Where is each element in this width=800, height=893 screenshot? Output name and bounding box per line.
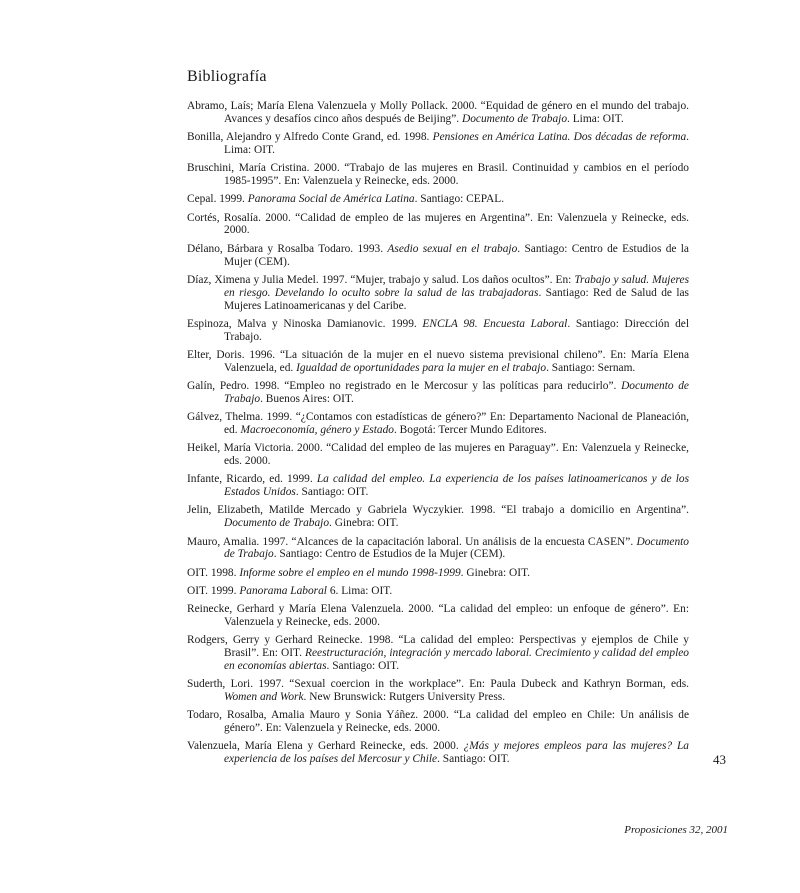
entry-text: . Santiago: Sernam. [546, 361, 636, 374]
entry-title-italic: Panorama Social de América Latina [247, 193, 415, 206]
journal-footer: Proposiciones 32, 2001 [624, 824, 728, 836]
entry-text: Todaro, Rosalba, Amalia Mauro y Sonia Yáñez. 2000. “La calidad del empleo en Chile: Un análisis de género”. En: Valenzuela y Reinecke, eds. 2000. [187, 709, 689, 735]
entry-title-italic: ¿Más y mejores empleos para las mujeres? La experiencia de los países del Mercosur y Chile [224, 740, 689, 766]
entry-title-italic: Documento de Trabajo [461, 112, 568, 125]
entry-text: 6. Lima: OIT. [326, 584, 393, 597]
entry-text: . Buenos Aires: OIT. [260, 392, 354, 405]
bibliography-entry [187, 678, 689, 704]
entry-text: Infante, Ricardo, ed. 1999. [187, 473, 317, 486]
entry-title-italic: Reestructuración, integración y mercado laboral. Crecimiento y calidad del empleo en economías abiertas [224, 647, 689, 672]
entry-title-italic: Asedio sexual en el trabajo [387, 242, 518, 255]
entry-text: Cortés, Rosalía. 2000. “Calidad de empleo de las mujeres en Argentina”. En: Valenzuela y Reinecke, eds. 2000. [187, 211, 689, 237]
entry-title-italic: La calidad del empleo. La experiencia de los países latinoamericanos y de los Estados Unidos [224, 473, 690, 499]
entry-text: Bonilla, Alejandro y Alfredo Conte Grand, ed. 1998. [187, 131, 433, 144]
section-heading: Bibliografía [187, 68, 267, 85]
entry-text: . Santiago: OIT. [437, 753, 510, 766]
entry-text: . Santiago: Dirección del Trabajo. [224, 317, 689, 343]
entry-text: Gálvez, Thelma. 1999. “¿Contamos con estadísticas de género?” En: Departamento Nacional de Planeación, ed. [187, 411, 689, 436]
bibliography-entry [187, 585, 689, 598]
entry-text: . Bogotá: Tercer Mundo Editores. [393, 424, 547, 436]
bibliography-entry [187, 603, 689, 629]
bibliography-list [187, 100, 689, 772]
entry-title-italic: Informe sobre el empleo en el mundo 1998-1999 [239, 566, 461, 579]
entry-text: Cepal. 1999. [187, 193, 248, 206]
entry-text: . Santiago: OIT. [295, 486, 369, 499]
entry-text: . Ginebra: OIT. [329, 517, 399, 530]
entry-text: . Santiago: OIT. [326, 659, 400, 672]
entry-text: OIT. 1999. [187, 584, 240, 597]
entry-text: . Santiago: Red de Salud de las Mujeres Latinoamericanas y del Caribe. [224, 286, 689, 312]
bibliography-entry [187, 212, 689, 238]
entry-text: Galín, Pedro. 1998. “Empleo no registrado en le Mercosur y las políticas para reducirlo”. [187, 379, 622, 392]
entry-text: Mauro, Amalia. 1997. “Alcances de la capacitación laboral. Un análisis de la encuesta CASEN”. [187, 535, 637, 548]
bibliography-entry [187, 162, 689, 188]
entry-text: Délano, Bárbara y Rosalba Todaro. 1993. [187, 242, 388, 255]
entry-text: . Santiago: CEPAL. [414, 193, 505, 206]
bibliography-entry [187, 536, 689, 562]
bibliography-entry [187, 193, 689, 206]
entry-text: . New Brunswick: Rutgers University Press. [303, 691, 506, 704]
entry-text: Elter, Doris. 1996. “La situación de la mujer en el nuevo sistema previsional chileno”. En: María Elena Valenzuela, ed. [187, 348, 689, 374]
page-number: 43 [713, 752, 726, 767]
bibliography-entry [187, 740, 689, 766]
bibliography-entry [187, 318, 689, 344]
entry-title-italic: Documento de Trabajo [224, 517, 330, 530]
entry-text: Heikel, María Victoria. 2000. “Calidad del empleo de las mujeres en Paraguay”. En: Valenzuela y Reinecke, eds. 2000. [187, 442, 689, 468]
entry-title-italic: Trabajo y salud. Mujeres en riesgo. Develando lo oculto sobre la salud de las trabajadoras [224, 273, 689, 299]
entry-title-italic: Pensiones en América Latina. Dos décadas de reforma [432, 131, 687, 144]
bibliography-entry [187, 243, 689, 269]
entry-title-italic: Macroeconomía, género y Estado [240, 424, 394, 436]
bibliography-entry [187, 442, 689, 468]
entry-title-italic: Panorama Laboral [239, 584, 327, 597]
bibliography-entry [187, 411, 689, 437]
entry-title-italic: Documento de Trabajo [224, 379, 689, 405]
entry-text: . Ginebra: OIT. [460, 566, 531, 579]
entry-text: Bruschini, María Cristina. 2000. “Trabajo de las mujeres en Brasil. Continuidad y cambios en el período 1985-1995”. En: Valenzuela y Reinecke, eds. 2000. [187, 162, 689, 188]
entry-text: Rodgers, Gerry y Gerhard Reinecke. 1998. “La calidad del empleo: Perspectivas y ejemplos de Chile y Brasil”. En: OIT. [187, 634, 689, 660]
entry-title-italic: Igualdad de oportunidades para la mujer en el trabajo [296, 361, 547, 374]
bibliography-entry [187, 473, 689, 499]
entry-text: . Santiago: Centro de Estudios de la Mujer (CEM). [224, 242, 689, 268]
bibliography-entry [187, 634, 689, 673]
entry-text: Suderth, Lori. 1997. “Sexual coercion in the workplace”. En: Paula Dubeck and Kathryn Borman, eds. [187, 678, 689, 691]
entry-title-italic: Women and Work [224, 691, 304, 704]
entry-text: Díaz, Ximena y Julia Medel. 1997. “Mujer, trabajo y salud. Los daños ocultos”. En: [187, 273, 575, 286]
entry-text: Reinecke, Gerhard y María Elena Valenzuela. 2000. “La calidad del empleo: un enfoque de género”. En: Valenzuela y Reinecke, eds. 2000. [187, 603, 689, 628]
entry-text: . Santiago: Centro de Estudios de la Mujer (CEM). [273, 548, 506, 561]
entry-text: Espinoza, Malva y Ninoska Damianovic. 1999. [187, 317, 423, 330]
bibliography-entry [187, 380, 689, 406]
entry-text: Abramo, Laís; María Elena Valenzuela y Molly Pollack. 2000. “Equidad de género en el mundo del trabajo. Avances y desafíos cinco años después de Beijing”. [187, 100, 689, 125]
bibliography-entry [187, 567, 689, 580]
entry-text: . Lima: OIT. [224, 131, 689, 157]
bibliography-entry [187, 100, 689, 126]
entry-title-italic: ENCLA 98. Encuesta Laboral [422, 317, 568, 330]
entry-text: Jelin, Elizabeth, Matilde Mercado y Gabriela Wyczykier. 1998. “El trabajo a domicilio en Argentina”. [187, 504, 689, 517]
entry-title-italic: Documento de Trabajo [224, 535, 689, 561]
entry-text: OIT. 1998. [187, 566, 240, 579]
bibliography-entry [187, 274, 689, 313]
entry-text: . Lima: OIT. [567, 112, 624, 125]
bibliography-entry [187, 504, 689, 530]
bibliography-entry [187, 131, 689, 157]
bibliography-entry [187, 349, 689, 375]
bibliography-entry [187, 709, 689, 735]
entry-text: Valenzuela, María Elena y Gerhard Reinecke, eds. 2000. [187, 740, 464, 753]
